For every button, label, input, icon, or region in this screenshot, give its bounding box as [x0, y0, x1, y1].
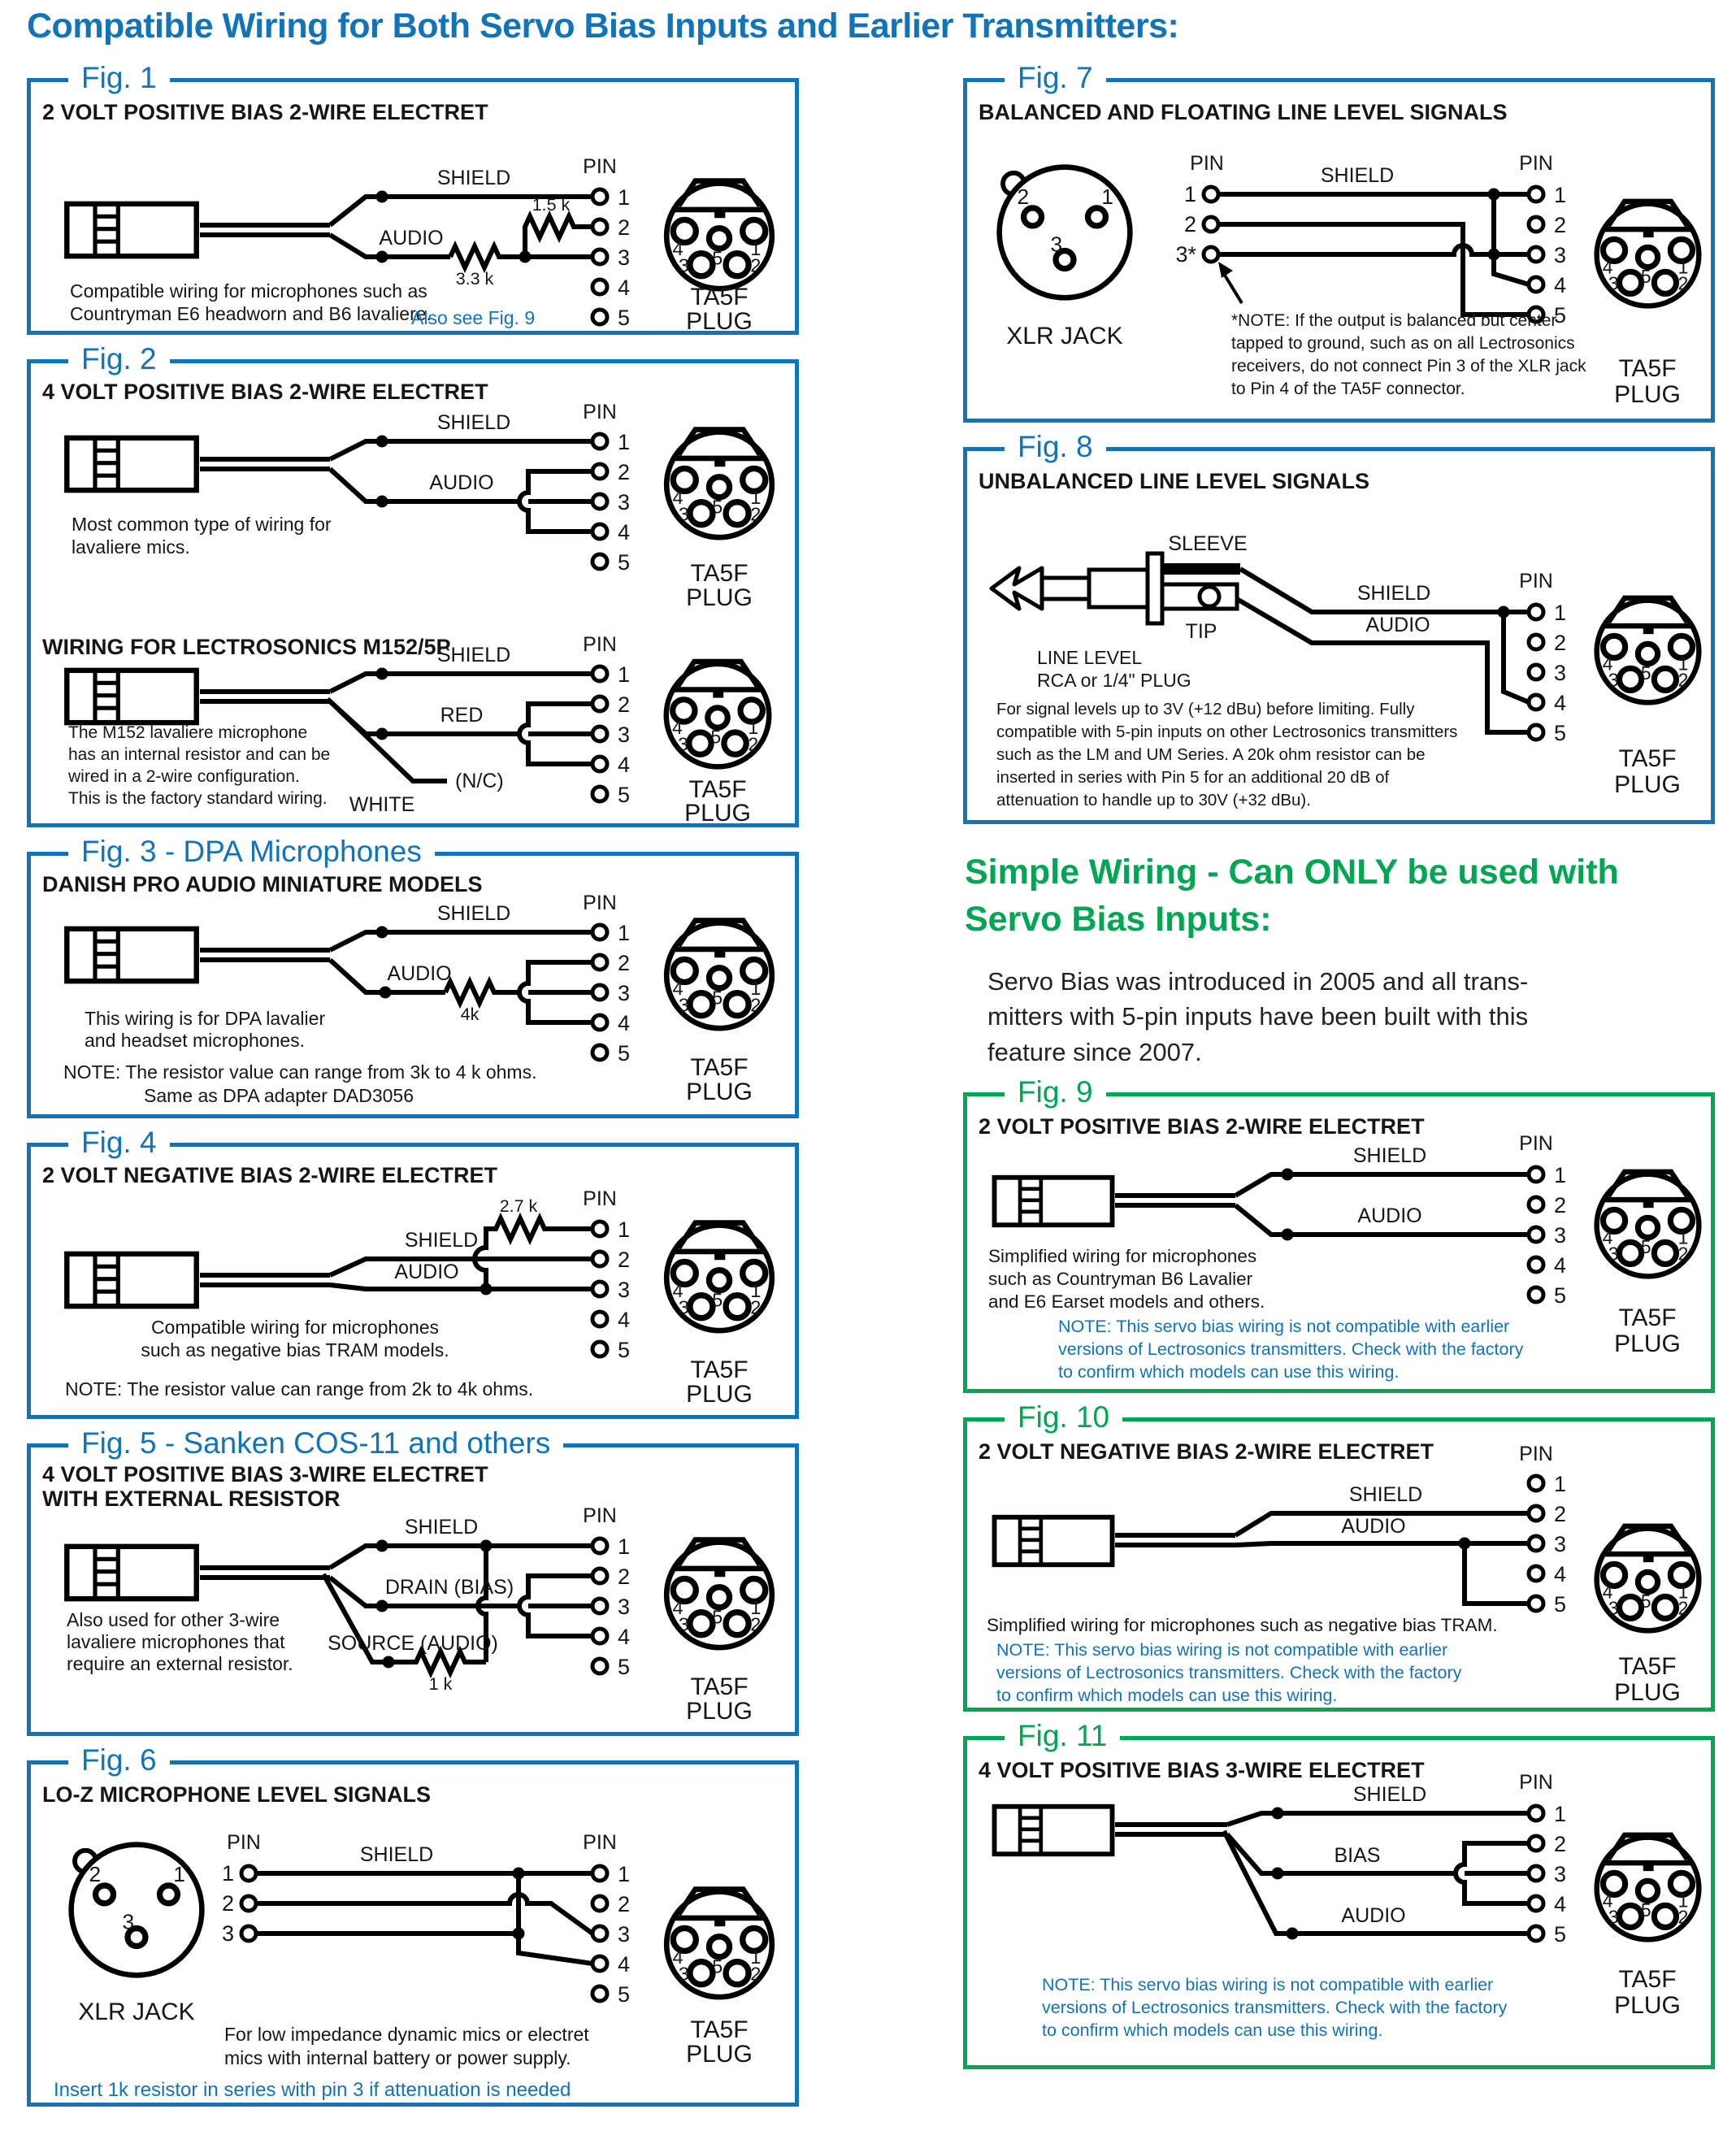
pin-2: 2 — [1554, 1193, 1567, 1218]
pin-1: 1 — [1554, 1472, 1567, 1497]
shield-label: SHIELD — [359, 1843, 434, 1866]
audio-label: AUDIO — [429, 471, 494, 494]
figure-1-label: Fig. 1 — [68, 61, 170, 95]
line-level-label-1: LINE LEVEL — [1037, 647, 1143, 668]
pin-4: 4 — [1554, 691, 1567, 715]
pin-column — [1529, 1163, 1566, 1308]
mic-connector — [67, 1254, 196, 1306]
figure-7-label: Fig. 7 — [1005, 61, 1106, 95]
figure-7-title: BALANCED AND FLOATING LINE LEVEL SIGNALS — [979, 100, 1508, 124]
figure-4-note1-line2: such as negative bias TRAM models. — [141, 1339, 449, 1361]
figure-9-note-line2: such as Countryman B6 Lavalier — [988, 1269, 1253, 1290]
figure-3-label: Fig. 3 - DPA Microphones — [68, 835, 435, 869]
servo-heading — [965, 848, 1715, 943]
ta5f-plug-top — [666, 430, 772, 538]
nc-label: (N/C) — [455, 770, 504, 792]
figure-6-label: Fig. 6 — [68, 1743, 170, 1777]
pin-column — [592, 1534, 630, 1679]
ta5f-caption-2: PLUG — [684, 800, 751, 823]
figure-11 — [963, 1719, 1715, 2069]
audio-label: AUDIO — [1341, 1515, 1406, 1539]
figure-4-title: 2 VOLT NEGATIVE BIAS 2-WIRE ELECTRET — [42, 1163, 498, 1187]
shield-label: SHIELD — [436, 902, 511, 925]
ta5f-plug — [1597, 1835, 1699, 1940]
figure-2-note2-line1: The M152 lavaliere microphone — [68, 723, 308, 742]
figure-11-servo-note-line3: to confirm which models can use this wiring. — [1042, 2020, 1383, 2041]
pin-5: 5 — [618, 306, 631, 330]
wiring — [1115, 1174, 1529, 1235]
see-also-note: Also see Fig. 9 — [411, 307, 536, 328]
pin-1: 1 — [1554, 1163, 1567, 1188]
figure-8-body-line3: such as the LM and UM Series. A 20k ohm resistor can be — [996, 745, 1426, 764]
ta5f-caption-1: TA5F — [690, 560, 749, 587]
figure-7-note-line1: *NOTE: If the output is balanced but center — [1231, 311, 1557, 330]
figure-10-title: 2 VOLT NEGATIVE BIAS 2-WIRE ELECTRET — [979, 1439, 1434, 1465]
pin-1: 1 — [618, 921, 631, 945]
right-column — [963, 61, 1715, 2094]
xlr-pin-3: 3 — [221, 1921, 234, 1946]
audio-label: AUDIO — [387, 962, 452, 985]
pin-3: 3 — [618, 490, 631, 514]
ta5f-caption-1: TA5F — [1618, 1966, 1677, 1994]
figure-3 — [27, 835, 799, 1118]
pin-2: 2 — [618, 460, 631, 484]
pin-4: 4 — [618, 276, 631, 300]
pin-2: 2 — [618, 692, 631, 717]
pin-5: 5 — [618, 1041, 631, 1066]
ta5f-plug — [1597, 1172, 1699, 1277]
figure-1-note-line2: Countryman E6 headworn and B6 lavaliere. — [70, 303, 432, 324]
figure-8-label: Fig. 8 — [1005, 430, 1106, 464]
servo-heading-line1: Simple Wiring - Can ONLY be used with — [965, 853, 1619, 892]
figure-10-servo-note-line3: to confirm which models can use this wiring. — [996, 1686, 1338, 1706]
figure-1-diagram — [31, 87, 795, 331]
wiring — [1218, 194, 1529, 315]
servo-paragraph-line2: mitters with 5-pin inputs have been built with this — [987, 1002, 1529, 1031]
ta5f-caption-2: PLUG — [1614, 1679, 1681, 1707]
servo-paragraph — [987, 964, 1715, 1070]
pin-4: 4 — [618, 1308, 631, 1332]
figure-5-title1: 4 VOLT POSITIVE BIAS 3-WIRE ELECTRET — [42, 1462, 488, 1486]
figure-7-note-line2: tapped to ground, such as on all Lectrosonics — [1231, 334, 1575, 353]
mic-connector-2 — [67, 671, 196, 723]
ta5f-caption-2: PLUG — [1614, 381, 1681, 408]
pin-column-bottom — [592, 662, 630, 807]
pin-4: 4 — [618, 1011, 631, 1035]
left-column — [27, 61, 799, 2131]
ta5f-plug-bottom — [666, 662, 770, 766]
figure-1-note-line1: Compatible wiring for microphones such as — [70, 280, 427, 302]
resistor-1k-label: 1 k — [428, 1674, 453, 1694]
pin-header: PIN — [583, 1187, 617, 1210]
figure-8 — [963, 430, 1715, 824]
figure-11-title: 4 VOLT POSITIVE BIAS 3-WIRE ELECTRET — [979, 1758, 1425, 1783]
figure-1-title: 2 VOLT POSITIVE BIAS 2-WIRE ELECTRET — [42, 100, 488, 124]
figure-7 — [963, 61, 1715, 423]
pin-1: 1 — [618, 1534, 631, 1559]
figure-8-body-line5: attenuation to handle up to 30V (+32 dBu). — [996, 791, 1311, 809]
note-arrow — [1218, 262, 1242, 303]
pin-5: 5 — [618, 550, 631, 575]
figure-7-diagram — [967, 87, 1711, 419]
xlr-pin-header: PIN — [227, 1831, 261, 1854]
figure-6-diagram — [31, 1769, 795, 2103]
figure-5-note-line3: require an external resistor. — [67, 1653, 293, 1674]
shield-label: SHIELD — [1348, 1483, 1423, 1507]
pin-3: 3 — [618, 1278, 631, 1302]
ta5f-caption-1: TA5F — [690, 1054, 749, 1081]
pin-column-top — [592, 430, 630, 575]
pin-4: 4 — [618, 753, 631, 777]
figure-10-servo-note-line2: versions of Lectrosonics transmitters. Check with the factory — [996, 1663, 1462, 1683]
resistor-4k-label: 4k — [460, 1005, 480, 1024]
ta5f-caption-1: TA5F — [690, 1673, 749, 1700]
mic-connector — [995, 1517, 1113, 1565]
figure-6-blue-note: Insert 1k resistor in series with pin 3 if attenuation is needed — [54, 2079, 571, 2101]
figure-9-diagram — [967, 1101, 1711, 1389]
mic-connector — [67, 438, 196, 490]
figure-11-diagram — [967, 1745, 1711, 2065]
shield-label: SHIELD — [1356, 582, 1431, 605]
shield-label: SHIELD — [1352, 1783, 1427, 1807]
ta5f-plug — [1597, 202, 1699, 306]
white-label: WHITE — [349, 793, 415, 816]
pin-2: 2 — [1554, 1832, 1567, 1857]
pin-2: 2 — [1554, 631, 1567, 655]
sleeve-label: SLEEVE — [1168, 532, 1248, 555]
pin-1: 1 — [618, 430, 631, 454]
pin-3: 3 — [1554, 1223, 1567, 1248]
figure-9-servo-note-line2: versions of Lectrosonics transmitters. Check with the factory — [1058, 1339, 1524, 1360]
figure-10-label: Fig. 10 — [1005, 1400, 1122, 1434]
xlr-caption: XLR JACK — [1006, 323, 1123, 349]
pin-5: 5 — [618, 1982, 631, 2007]
figure-7-note-line3: receivers, do not connect Pin 3 of the XLR jack — [1231, 357, 1586, 375]
figure-10-note: Simplified wiring for microphones such as negative bias TRAM. — [987, 1615, 1498, 1636]
figure-5-note-line1: Also used for other 3-wire — [67, 1609, 280, 1630]
pin-3: 3 — [618, 981, 631, 1005]
pin-5: 5 — [1554, 1592, 1567, 1617]
ta5f-caption-2: PLUG — [686, 308, 753, 331]
mic-connector — [67, 929, 196, 981]
figure-2-note1-line1: Most common type of wiring for — [72, 514, 332, 535]
figure-2-note2-line3: wired in a 2-wire configuration. — [68, 767, 300, 786]
tip-label: TIP — [1185, 620, 1217, 643]
ta5f-caption-1: TA5F — [690, 284, 749, 310]
pin-2: 2 — [618, 951, 631, 975]
shield-label: SHIELD — [404, 1229, 479, 1252]
xlr-pin-1: 1 — [221, 1861, 234, 1886]
ta5f-caption-1: TA5F — [690, 2016, 749, 2043]
pin-column — [592, 921, 630, 1066]
drain-label: DRAIN (BIAS) — [384, 1576, 514, 1599]
figure-4-note1-line1: Compatible wiring for microphones — [150, 1317, 440, 1338]
xlr-pin-column — [1175, 182, 1218, 267]
figure-8-diagram — [967, 456, 1711, 820]
pin-3: 3 — [1554, 1862, 1567, 1887]
pin-3: 3 — [618, 1922, 631, 1947]
figure-6-title: LO-Z MICROPHONE LEVEL SIGNALS — [42, 1782, 432, 1807]
pin-1: 1 — [1554, 183, 1567, 207]
bias-label: BIAS — [1334, 1844, 1381, 1868]
pin-4: 4 — [618, 1625, 631, 1649]
ta5f-caption-2: PLUG — [1614, 1992, 1681, 2020]
figure-10-diagram — [967, 1426, 1711, 1708]
figure-11-servo-note-line1: NOTE: This servo bias wiring is not compatible with earlier — [1042, 1975, 1494, 1995]
sleeve-lead — [1162, 563, 1240, 575]
resistor-1k5-label: 1.5 k — [532, 195, 571, 215]
wiring — [256, 1873, 592, 1964]
figure-8-body-line2: compatible with 5-pin inputs on other Lectrosonics transmitters — [996, 723, 1458, 741]
figure-5-diagram — [31, 1452, 795, 1732]
ta5f-caption-1: TA5F — [1618, 1653, 1677, 1681]
figure-7-note-line4: to Pin 4 of the TA5F connector. — [1231, 380, 1465, 398]
figure-8-body-line4: inserted in series with Pin 5 for an additional 20 dB of — [996, 768, 1390, 787]
figure-2-note1-line2: lavaliere mics. — [72, 536, 190, 558]
pin-5: 5 — [618, 1338, 631, 1362]
figure-8-title: UNBALANCED LINE LEVEL SIGNALS — [979, 469, 1370, 493]
red-label: RED — [440, 704, 484, 727]
ta5f-caption-2: PLUG — [1614, 1330, 1681, 1358]
pin-column — [1529, 601, 1566, 745]
audio-label: AUDIO — [379, 227, 444, 250]
audio-label: AUDIO — [1341, 1904, 1406, 1928]
pin-3: 3 — [1554, 243, 1567, 267]
figure-10-servo-note-line1: NOTE: This servo bias wiring is not compatible with earlier — [996, 1640, 1448, 1660]
pin-1: 1 — [618, 1862, 631, 1886]
pin-1: 1 — [618, 185, 631, 210]
pin-5: 5 — [1554, 1283, 1567, 1309]
shield-label: SHIELD — [404, 1516, 479, 1539]
resistor-3k3-label: 3.3 k — [455, 269, 494, 289]
figure-8-body-line1: For signal levels up to 3V (+12 dBu) before limiting. Fully — [996, 700, 1415, 718]
pin-header: PIN — [583, 1504, 617, 1527]
figure-9 — [963, 1075, 1715, 1393]
wiring — [1115, 1813, 1529, 1934]
audio-label: AUDIO — [1365, 614, 1430, 636]
shield-label: SHIELD — [1352, 1144, 1427, 1168]
figure-2-title2: WIRING FOR LECTROSONICS M152/5P — [42, 635, 451, 659]
pin-5: 5 — [1554, 1922, 1567, 1947]
ta5f-caption-2: PLUG — [686, 1381, 753, 1408]
ta5f-caption-2: PLUG — [686, 1698, 753, 1725]
figure-11-servo-note-line2: versions of Lectrosonics transmitters. Check with the factory — [1042, 1998, 1508, 2018]
pin-2: 2 — [618, 215, 631, 240]
figure-2-title1: 4 VOLT POSITIVE BIAS 2-WIRE ELECTRET — [42, 380, 488, 404]
mic-connector — [67, 1547, 196, 1599]
xlr-pin-2: 2 — [221, 1891, 234, 1916]
pin-2: 2 — [618, 1565, 631, 1589]
figure-3-title: DANISH PRO AUDIO MINIATURE MODELS — [42, 872, 483, 896]
servo-heading-line2: Servo Bias Inputs: — [965, 900, 1272, 940]
ta5f-caption-1: TA5F — [1618, 745, 1677, 772]
pin-4: 4 — [1554, 1892, 1567, 1917]
figure-9-note-line1: Simplified wiring for microphones — [988, 1246, 1257, 1267]
figure-4-label: Fig. 4 — [68, 1126, 170, 1160]
ta5f-caption-1: TA5F — [688, 776, 747, 803]
shield-label: SHIELD — [436, 167, 511, 189]
ta5f-caption-2: PLUG — [686, 1079, 753, 1105]
ta5f-plug — [1597, 1526, 1699, 1631]
ta5f-caption-2: PLUG — [686, 2041, 753, 2068]
shield-label: SHIELD — [1320, 164, 1395, 187]
figure-2-diagram — [31, 368, 795, 823]
figure-9-servo-note-line1: NOTE: This servo bias wiring is not compatible with earlier — [1058, 1317, 1510, 1337]
pin-column — [1529, 1802, 1566, 1947]
pin-5: 5 — [1554, 303, 1567, 328]
wiring — [1115, 1513, 1529, 1604]
figure-4-note2: NOTE: The resistor value can range from 2k to 4k ohms. — [65, 1378, 534, 1400]
figure-3-note1-line2: and headset microphones. — [85, 1030, 306, 1051]
pin-column — [1529, 1472, 1566, 1617]
page-title: Compatible Wiring for Both Servo Bias Inputs and Earlier Transmitters: — [27, 7, 1179, 46]
pin-column — [592, 1217, 630, 1362]
xlr-pin-1: 1 — [1183, 182, 1196, 206]
ta5f-plug — [666, 1540, 772, 1648]
figure-5 — [27, 1426, 799, 1736]
mic-connector — [67, 204, 196, 256]
ta5f-plug — [666, 1223, 772, 1331]
figure-3-note2-line1: NOTE: The resistor value can range from 3k to 4 k ohms. — [63, 1061, 537, 1083]
pin-1: 1 — [618, 1217, 631, 1242]
pin-1: 1 — [1554, 1802, 1567, 1827]
pin-5: 5 — [618, 783, 631, 807]
source-label: SOURCE (AUDIO) — [328, 1632, 498, 1655]
pin-1: 1 — [618, 662, 631, 687]
xlr-jack — [72, 1845, 202, 1976]
pin-4: 4 — [618, 1952, 631, 1977]
figure-9-label: Fig. 9 — [1005, 1075, 1106, 1109]
servo-section — [965, 848, 1715, 1070]
figure-2-note2-line4: This is the factory standard wiring. — [68, 789, 328, 808]
xlr-pin-3star: 3* — [1175, 242, 1196, 267]
pin-2: 2 — [1554, 213, 1567, 237]
pin-3: 3 — [1554, 1532, 1567, 1557]
phone-plug — [992, 553, 1240, 623]
pin-column — [592, 1862, 630, 2007]
pin-header: PIN — [583, 401, 617, 423]
pin-header: PIN — [1519, 152, 1553, 175]
ta5f-caption-1: TA5F — [1618, 355, 1677, 382]
pin-1: 1 — [1554, 601, 1567, 625]
ta5f-plug — [666, 1890, 772, 1998]
pin-4: 4 — [1554, 273, 1567, 297]
figure-5-label: Fig. 5 - Sanken COS-11 and others — [68, 1426, 563, 1460]
pin-2: 2 — [1554, 1502, 1567, 1527]
xlr-caption: XLR JACK — [78, 1999, 195, 2025]
pin-header: PIN — [583, 155, 617, 178]
figure-6 — [27, 1743, 799, 2107]
pin-3: 3 — [618, 723, 631, 747]
pin-header: PIN — [1519, 1132, 1553, 1156]
xlr-pin-2: 2 — [1183, 212, 1196, 237]
figure-6-note-line1: For low impedance dynamic mics or electret — [224, 2024, 589, 2045]
figure-5-note-line2: lavaliere microphones that — [67, 1631, 285, 1652]
audio-label: AUDIO — [394, 1261, 459, 1283]
pin-header: PIN — [1519, 570, 1553, 592]
shield-label-2: SHIELD — [436, 644, 511, 666]
audio-label: AUDIO — [1357, 1204, 1422, 1228]
line-level-label-2: RCA or 1/4" PLUG — [1037, 670, 1191, 691]
ta5f-caption-2: PLUG — [686, 584, 753, 611]
figure-3-diagram — [31, 861, 795, 1114]
figure-10 — [963, 1400, 1715, 1712]
pin-header: PIN — [1519, 1443, 1553, 1466]
ta5f-caption-2: PLUG — [1614, 771, 1681, 798]
xlr-pin-column — [222, 1861, 256, 1946]
ta5f-caption-1: TA5F — [690, 1356, 749, 1383]
figure-9-note-line3: and E6 Earset models and others. — [988, 1291, 1265, 1313]
pin-column — [592, 185, 630, 330]
pin-5: 5 — [1554, 721, 1567, 745]
figure-11-label: Fig. 11 — [1005, 1719, 1120, 1753]
figure-3-note1-line1: This wiring is for DPA lavalier — [85, 1008, 326, 1029]
ta5f-plug — [666, 181, 772, 289]
figure-5-title2: WITH EXTERNAL RESISTOR — [42, 1486, 341, 1511]
pin-4: 4 — [618, 520, 631, 545]
shield-label: SHIELD — [436, 411, 511, 434]
servo-paragraph-line1: Servo Bias was introduced in 2005 and all trans- — [987, 967, 1529, 996]
ta5f-plug — [666, 921, 772, 1029]
pin-3: 3 — [618, 1595, 631, 1619]
pin-column — [1529, 183, 1566, 328]
pin-5: 5 — [618, 1655, 631, 1679]
pin-3: 3 — [618, 245, 631, 270]
xlr-pin-header: PIN — [1190, 152, 1224, 175]
figure-1 — [27, 61, 799, 335]
figure-2 — [27, 342, 799, 827]
servo-paragraph-line3: feature since 2007. — [987, 1037, 1202, 1066]
ta5f-plug — [1597, 598, 1699, 703]
pin-header: PIN — [583, 892, 617, 914]
xlr-jack — [1000, 167, 1131, 298]
figure-6-note-line2: mics with internal battery or power supply. — [224, 2047, 571, 2068]
pin-4: 4 — [1554, 1253, 1567, 1278]
pin-header-2: PIN — [583, 633, 617, 656]
figure-3-note2-line2: Same as DPA adapter DAD3056 — [144, 1085, 414, 1106]
pin-3: 3 — [1554, 661, 1567, 685]
pin-2: 2 — [618, 1248, 631, 1272]
pin-header: PIN — [1519, 1771, 1553, 1795]
pin-2: 2 — [618, 1892, 631, 1916]
pin-4: 4 — [1554, 1562, 1567, 1587]
resistor-2k7-label: 2.7 k — [499, 1196, 538, 1216]
mic-connector — [995, 1178, 1113, 1225]
figure-2-note2-line2: has an internal resistor and can be — [68, 745, 331, 764]
pin-header: PIN — [583, 1831, 617, 1854]
mic-connector — [995, 1807, 1113, 1854]
figure-4 — [27, 1126, 799, 1419]
figure-4-diagram — [31, 1152, 795, 1415]
figure-2-label: Fig. 2 — [68, 342, 170, 376]
figure-9-servo-note-line3: to confirm which models can use this wiring. — [1058, 1362, 1400, 1382]
figure-9-title: 2 VOLT POSITIVE BIAS 2-WIRE ELECTRET — [979, 1114, 1425, 1139]
ta5f-caption-1: TA5F — [1618, 1304, 1677, 1332]
